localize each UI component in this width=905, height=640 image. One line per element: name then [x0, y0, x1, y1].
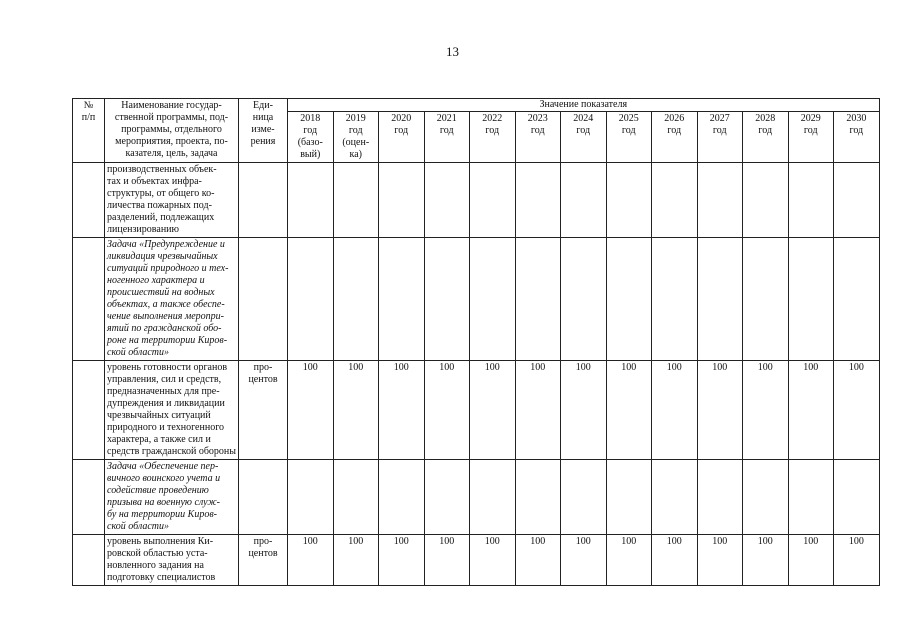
value-cell	[379, 460, 425, 535]
value-cell	[288, 238, 334, 361]
unit-cell: про- центов	[239, 535, 288, 586]
value-cell: 100	[697, 535, 743, 586]
value-cell	[743, 460, 789, 535]
header-year: 2018 год (базо- вый)	[288, 112, 334, 163]
value-cell: 100	[333, 535, 379, 586]
value-cell	[288, 163, 334, 238]
value-cell: 100	[470, 361, 516, 460]
value-cell	[697, 163, 743, 238]
table-row	[73, 361, 880, 460]
value-cell: 100	[606, 361, 652, 460]
row-number-cell	[73, 535, 105, 586]
value-cell: 100	[697, 361, 743, 460]
header-year: 2022 год	[470, 112, 516, 163]
header-year: 2019 год (оцен- ка)	[333, 112, 379, 163]
value-cell	[834, 238, 880, 361]
value-cell	[606, 238, 652, 361]
value-cell	[515, 163, 561, 238]
value-cell: 100	[834, 535, 880, 586]
value-cell	[652, 238, 698, 361]
header-year: 2020 год	[379, 112, 425, 163]
value-cell	[697, 460, 743, 535]
header-name: Наименование государ- ственной программы, под- программы, отдельного мероприятия, проекта, по- казателя, цель, задача	[105, 99, 239, 163]
table-body	[73, 163, 880, 586]
value-cell	[788, 163, 834, 238]
value-cell	[743, 238, 789, 361]
value-cell: 100	[834, 361, 880, 460]
value-cell	[834, 163, 880, 238]
value-cell: 100	[333, 361, 379, 460]
value-cell	[424, 460, 470, 535]
table-row	[73, 163, 880, 238]
value-cell: 100	[470, 535, 516, 586]
value-cell: 100	[606, 535, 652, 586]
value-cell	[288, 460, 334, 535]
task-title-cell: Задача «Обеспечение пер- вичного воинского учета и содействие проведению призыва на военную служ- бу на территории Киров- ской области»	[105, 460, 239, 535]
indicator-name-cell: уровень выполнения Ки- ровской областью уста- новленного задания на подготовку специалистов	[105, 535, 239, 586]
header-year: 2027 год	[697, 112, 743, 163]
page-number: 13	[446, 44, 459, 59]
value-cell: 100	[788, 361, 834, 460]
value-cell: 100	[288, 535, 334, 586]
indicator-name-cell: уровень готовности органов управления, сил и средств, предназначенных для пре- дупреждения и ликвидации чрезвычайных ситуаций природного и техногенного характера, а также сил и средств гражданской обороны	[105, 361, 239, 460]
header-year: 2021 год	[424, 112, 470, 163]
value-cell	[561, 238, 607, 361]
value-cell: 100	[743, 535, 789, 586]
value-cell	[515, 460, 561, 535]
table-row	[73, 535, 880, 586]
header-year: 2023 год	[515, 112, 561, 163]
row-number-cell	[73, 163, 105, 238]
value-cell: 100	[379, 361, 425, 460]
value-cell	[333, 460, 379, 535]
header-unit: Еди- ница изме- рения	[239, 99, 288, 163]
value-cell	[652, 460, 698, 535]
value-cell: 100	[652, 535, 698, 586]
value-cell	[470, 163, 516, 238]
unit-cell	[239, 460, 288, 535]
header-year: 2030 год	[834, 112, 880, 163]
value-cell	[561, 460, 607, 535]
value-cell: 100	[379, 535, 425, 586]
value-cell: 100	[424, 535, 470, 586]
value-cell: 100	[743, 361, 789, 460]
value-cell	[333, 163, 379, 238]
value-cell	[788, 460, 834, 535]
header-number: № п/п	[73, 99, 105, 163]
value-cell	[424, 238, 470, 361]
indicator-name-cell: производственных объек- тах и объектах инфра- структуры, от общего ко- личества пожарных под- разделений, подлежащих лицензированию	[105, 163, 239, 238]
value-cell	[561, 163, 607, 238]
value-cell	[379, 163, 425, 238]
value-cell: 100	[788, 535, 834, 586]
value-cell: 100	[561, 361, 607, 460]
table-row	[73, 460, 880, 535]
value-cell	[697, 238, 743, 361]
value-cell: 100	[652, 361, 698, 460]
value-cell	[788, 238, 834, 361]
task-title-cell: Задача «Предупреждение и ликвидация чрезвычайных ситуаций природного и тех- ногенного характера и происшествий на водных объектах, а также обеспе- чение выполнения меропри- ятий по гражданской обо- роне на территории Киров- ской области»	[105, 238, 239, 361]
value-cell	[606, 163, 652, 238]
value-cell	[424, 163, 470, 238]
value-cell	[652, 163, 698, 238]
header-year: 2029 год	[788, 112, 834, 163]
header-values: Значение показателя	[288, 99, 880, 112]
value-cell	[333, 238, 379, 361]
row-number-cell	[73, 460, 105, 535]
value-cell: 100	[561, 535, 607, 586]
value-cell: 100	[424, 361, 470, 460]
value-cell: 100	[288, 361, 334, 460]
unit-cell: про- центов	[239, 361, 288, 460]
row-number-cell	[73, 361, 105, 460]
indicator-table	[72, 98, 880, 586]
value-cell	[515, 238, 561, 361]
unit-cell	[239, 238, 288, 361]
value-cell	[743, 163, 789, 238]
value-cell: 100	[515, 535, 561, 586]
table-header-row-1	[73, 99, 880, 112]
value-cell	[470, 460, 516, 535]
header-year: 2024 год	[561, 112, 607, 163]
row-number-cell	[73, 238, 105, 361]
value-cell	[606, 460, 652, 535]
unit-cell	[239, 163, 288, 238]
value-cell	[470, 238, 516, 361]
header-year: 2028 год	[743, 112, 789, 163]
table-row	[73, 238, 880, 361]
value-cell	[379, 238, 425, 361]
header-year: 2026 год	[652, 112, 698, 163]
value-cell	[834, 460, 880, 535]
header-year: 2025 год	[606, 112, 652, 163]
value-cell: 100	[515, 361, 561, 460]
